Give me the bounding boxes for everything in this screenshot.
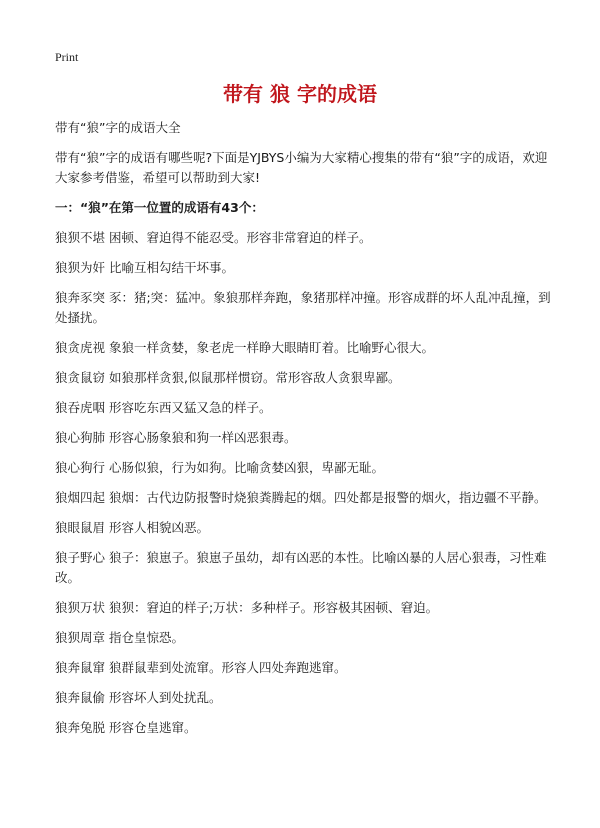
idiom-entry: 狼贪鼠窃 如狼那样贪狠,似鼠那样惯窃。常形容敌人贪狠卑鄙。 (55, 370, 401, 385)
idiom-entry: 狼烟四起 狼烟：古代边防报警时烧狼粪腾起的烟。四处都是报警的烟火，指边疆不平静。 (55, 490, 547, 505)
idiom-entry: 狼狈不堪 困顿、窘迫得不能忍受。形容非常窘迫的样子。 (55, 230, 372, 245)
idiom-entry: 狼贪虎视 象狼一样贪婪，象老虎一样睁大眼睛盯着。比喻野心很大。 (55, 340, 434, 355)
idiom-entry: 狼狈周章 指仓皇惊恐。 (55, 630, 184, 645)
section-heading: 一：“狼”在第一位置的成语有43个： (55, 200, 264, 215)
print-link[interactable]: Print (55, 50, 79, 64)
idiom-entry: 狼狈万状 狼狈：窘迫的样子;万状：多种样子。形容极其困顿、窘迫。 (55, 600, 439, 615)
article-body (55, 118, 555, 748)
idiom-entry: 狼奔兔脱 形容仓皇逃窜。 (55, 720, 197, 735)
idiom-entry: 狼吞虎咽 形容吃东西又猛又急的样子。 (55, 400, 272, 415)
idiom-entry: 狼奔豕突 豕：猪;突：猛冲。象狼那样奔跑，象猪那样冲撞。形容成群的坏人乱冲乱撞，到处搔扰。 (55, 290, 551, 325)
intro-paragraph: 带有“狼”字的成语有哪些呢?下面是YJBYS小编为大家精心搜集的带有“狼”字的成语，欢迎大家参考借鉴，希望可以帮助到大家! (55, 150, 548, 185)
idiom-entry: 狼奔鼠偷 形容坏人到处扰乱。 (55, 690, 222, 705)
subtitle: 带有“狼”字的成语大全 (55, 120, 181, 135)
idiom-entry: 狼奔鼠窜 狼群鼠辈到处流窜。形容人四处奔跑逃窜。 (55, 660, 347, 675)
idiom-entry: 狼子野心 狼子：狼崽子。狼崽子虽幼，却有凶恶的本性。比喻凶暴的人居心狠毒，习性难改。 (55, 550, 547, 585)
idiom-entry: 狼心狗行 心肠似狼，行为如狗。比喻贪婪凶狠，卑鄙无耻。 (55, 460, 384, 475)
idiom-entry: 狼狈为奸 比喻互相勾结干坏事。 (55, 260, 234, 275)
page-title: 带有 狼 字的成语 (223, 82, 377, 106)
idiom-entry: 狼眼鼠眉 形容人相貌凶恶。 (55, 520, 209, 535)
idiom-entry: 狼心狗肺 形容心肠象狼和狗一样凶恶狠毒。 (55, 430, 297, 445)
